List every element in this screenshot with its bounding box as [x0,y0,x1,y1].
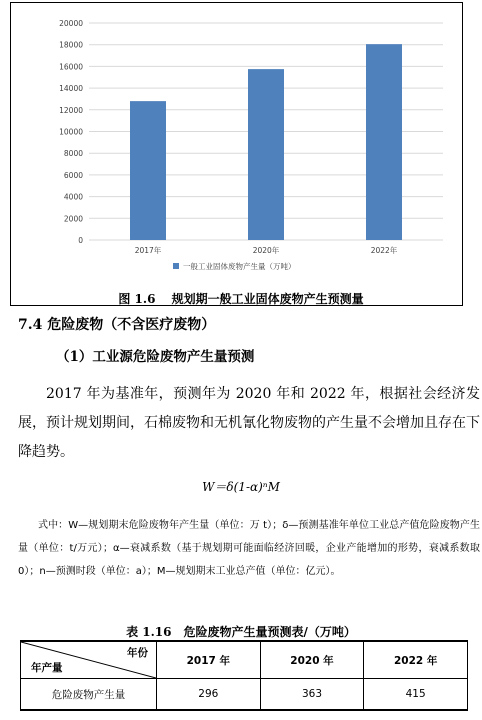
bar [366,44,402,240]
corner-label-output: 年产量 [31,662,63,674]
table-row [21,679,468,711]
bar-chart [11,3,462,288]
y-tick-label: 16000 [59,62,83,72]
table-header-2022: 2022 年 [364,641,468,679]
y-tick-label: 12000 [59,105,83,115]
table-cell-2020: 363 [260,679,364,711]
table-corner-cell [21,641,157,679]
chart-frame [10,2,463,306]
y-tick-label: 10000 [59,127,83,137]
table-cell-2022: 415 [364,679,468,711]
legend-swatch [173,263,179,269]
table-row-label: 危险废物产生量 [21,679,157,711]
table-header-2017: 2017 年 [157,641,261,679]
forecast-table [20,640,468,711]
x-tick-label: 2017年 [134,246,162,255]
y-tick-label: 20000 [59,19,83,28]
table-cell-2017: 296 [157,679,261,711]
table-header-row [21,641,468,679]
x-tick-label: 2020年 [252,246,280,255]
subsection-heading: （1）工业源危险废物产生量预测 [56,349,255,365]
legend-label: 一般工业固体废物产生量（万吨） [183,262,296,271]
x-tick-label: 2022年 [370,246,398,255]
formula-note: 式中：W—规划期末危险废物年产生量（单位：万 t）；δ—预测基准年单位工业总产值危险废物产生量（单位：t/万元）；α—衰减系数（基于规划期可能面临经济回暖，企业产能增加的形势，衰减系数取 0）；n—预测时段（单位：a）；M—规划期末工业总产值（单位：亿元）。 [18,520,480,577]
y-tick-label: 4000 [63,192,83,202]
y-tick-label: 8000 [63,149,83,159]
bar [130,101,166,240]
y-tick-label: 14000 [59,84,83,94]
y-tick-label: 6000 [63,170,83,180]
body-paragraph: 2017 年为基准年，预测年为 2020 年和 2022 年，根据社会经济发展，预计规划期间，石棉废物和无机氰化物废物的产生量不会增加且存在下降趋势。 [18,386,480,460]
table-caption: 表 1.16 危险废物产生量预测表/（万吨） [126,625,356,639]
table-header-2020: 2020 年 [260,641,364,679]
bar [248,69,284,240]
section-heading: 7.4 危险废物（不含医疗废物） [18,317,216,333]
formula: W＝δ(1-α)ⁿM [202,480,280,494]
y-tick-label: 0 [78,236,83,245]
y-tick-label: 18000 [59,40,83,50]
figure-caption: 图 1.6 规划期一般工业固体废物产生预测量 [118,292,364,306]
y-tick-label: 2000 [63,214,83,224]
corner-label-year: 年份 [127,647,148,659]
